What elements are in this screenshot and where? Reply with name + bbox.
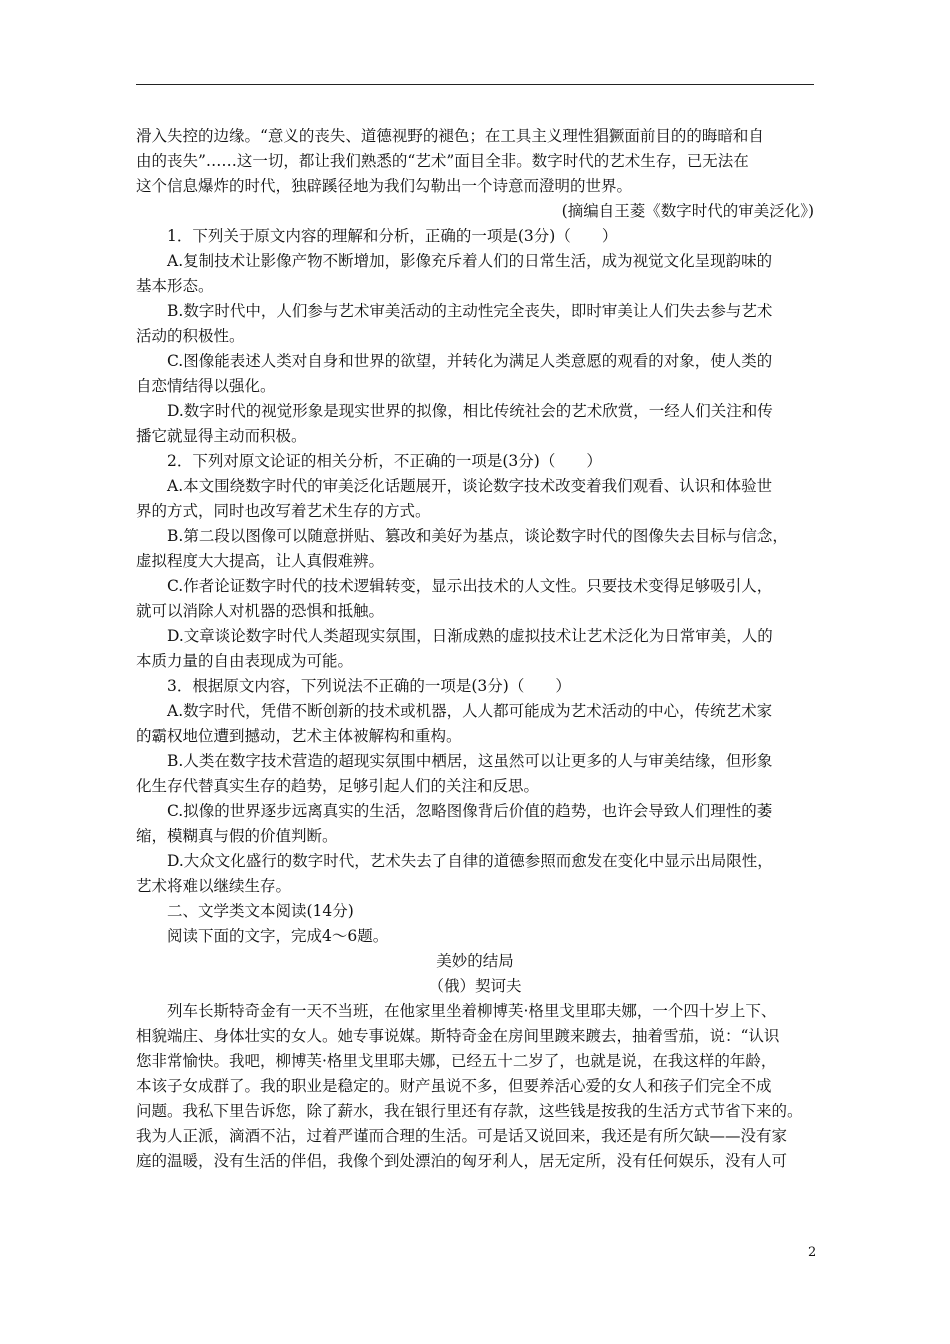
text-line: 化生存代替真实生存的趋势，足够引起人们的关注和反思。 (136, 777, 540, 795)
text-line: 庭的温暖，没有生活的伴侣，我像个到处漂泊的匈牙利人，居无定所，没有任何娱乐，没有人可 (136, 1152, 788, 1170)
document-body (136, 124, 814, 1174)
text-line: 1．下列关于原文内容的理解和分析，正确的一项是(3分)（ ） (167, 227, 618, 245)
text-line: 艺术将难以继续生存。 (136, 877, 292, 895)
page-number: 2 (808, 1245, 817, 1260)
text-line: 播它就显得主动而积极。 (136, 427, 307, 445)
text-line: 虚拟程度大大提高，让人真假难辨。 (136, 552, 385, 570)
text-line: 阅读下面的文字，完成4～6题。 (167, 927, 389, 945)
text-line: 由的丧失”……这一切，都让我们熟悉的“艺术”面目全非。数字时代的艺术生存，已无法在 (136, 152, 749, 170)
text-line: 列车长斯特奇金有一天不当班，在他家里坐着柳博芙·格里戈里耶夫娜，一个四十岁上下、 (167, 1002, 777, 1020)
text-line: C.图像能表述人类对自身和世界的欲望，并转化为满足人类意愿的观看的对象，使人类的 (167, 352, 773, 370)
text-line: 您非常愉快。我吧，柳博芙·格里戈里耶夫娜，已经五十二岁了，也就是说，在我这样的年龄， (136, 1052, 777, 1070)
text-line: (摘编自王菱《数字时代的审美泛化》) (561, 202, 814, 220)
header-rule (136, 84, 814, 85)
text-line: 3．根据原文内容，下列说法不正确的一项是(3分)（ ） (167, 677, 571, 695)
text-line: D.大众文化盛行的数字时代，艺术失去了自律的道德参照而愈发在变化中显示出局限性， (167, 852, 773, 870)
text-line: A.复制技术让影像产物不断增加，影像充斥着人们的日常生活，成为视觉文化呈现韵味的 (167, 252, 773, 270)
text-line: 滑入失控的边缘。“意义的丧失、道德视野的褪色；在工具主义理性猖獗面前目的的晦暗和自 (136, 127, 764, 145)
text-line: 美妙的结局 (436, 952, 514, 970)
text-line: 缩，模糊真与假的价值判断。 (136, 827, 338, 845)
text-line: D.文章谈论数字时代人类超现实氛围，日渐成熟的虚拟技术让艺术泛化为日常审美，人的 (167, 627, 773, 645)
text-line: C.作者论证数字时代的技术逻辑转变，显示出技术的人文性。只要技术变得足够吸引人， (167, 577, 773, 595)
text-line: 活动的积极性。 (136, 327, 245, 345)
text-line: 本该子女成群了。我的职业是稳定的。财产虽说不多，但要养活心爱的女人和孩子们完全不成 (136, 1077, 772, 1095)
text-line: B.第二段以图像可以随意拼贴、篡改和美好为基点，谈论数字时代的图像失去目标与信念， (167, 527, 788, 545)
text-line: A.数字时代，凭借不断创新的技术或机器，人人都可能成为艺术活动的中心，传统艺术家 (167, 702, 773, 720)
text-line: 问题。我私下里告诉您，除了薪水，我在银行里还有存款，这些钱是按我的生活方式节省下来的。 (136, 1102, 803, 1120)
text-line: 相貌端庄、身体壮实的女人。她专事说媒。斯特奇金在房间里踱来踱去，抽着雪茄，说：“认识 (136, 1027, 780, 1045)
text-line: B.人类在数字技术营造的超现实氛围中栖居，这虽然可以让更多的人与审美结缘，但形象 (167, 752, 773, 770)
text-line: 自恋情结得以强化。 (136, 377, 276, 395)
text-line: C.拟像的世界逐步远离真实的生活，忽略图像背后价值的趋势，也许会导致人们理性的萎 (167, 802, 773, 820)
text-line: （俄）契诃夫 (428, 977, 522, 995)
text-line: B.数字时代中，人们参与艺术审美活动的主动性完全丧失，即时审美让人们失去参与艺术 (167, 302, 773, 320)
text-line: 我为人正派，滴酒不沾，过着严谨而合理的生活。可是话又说回来，我还是有所欠缺——没有家 (136, 1127, 788, 1145)
text-line: D.数字时代的视觉形象是现实世界的拟像，相比传统社会的艺术欣赏，一经人们关注和传 (167, 402, 773, 420)
text-line: 基本形态。 (136, 277, 214, 295)
text-line: 2．下列对原文论证的相关分析，不正确的一项是(3分)（ ） (167, 452, 602, 470)
text-line: 就可以消除人对机器的恐惧和抵触。 (136, 602, 385, 620)
text-line: 这个信息爆炸的时代，独辟蹊径地为我们勾勒出一个诗意而澄明的世界。 (136, 177, 633, 195)
text-line: 本质力量的自由表现成为可能。 (136, 652, 354, 670)
text-line: 界的方式，同时也改写着艺术生存的方式。 (136, 502, 431, 520)
text-line: A.本文围绕数字时代的审美泛化话题展开，谈论数字技术改变着我们观看、认识和体验世 (167, 477, 773, 495)
text-line: 的霸权地位遭到撼动，艺术主体被解构和重构。 (136, 727, 462, 745)
text-line: 二、文学类文本阅读(14分) (167, 902, 354, 920)
